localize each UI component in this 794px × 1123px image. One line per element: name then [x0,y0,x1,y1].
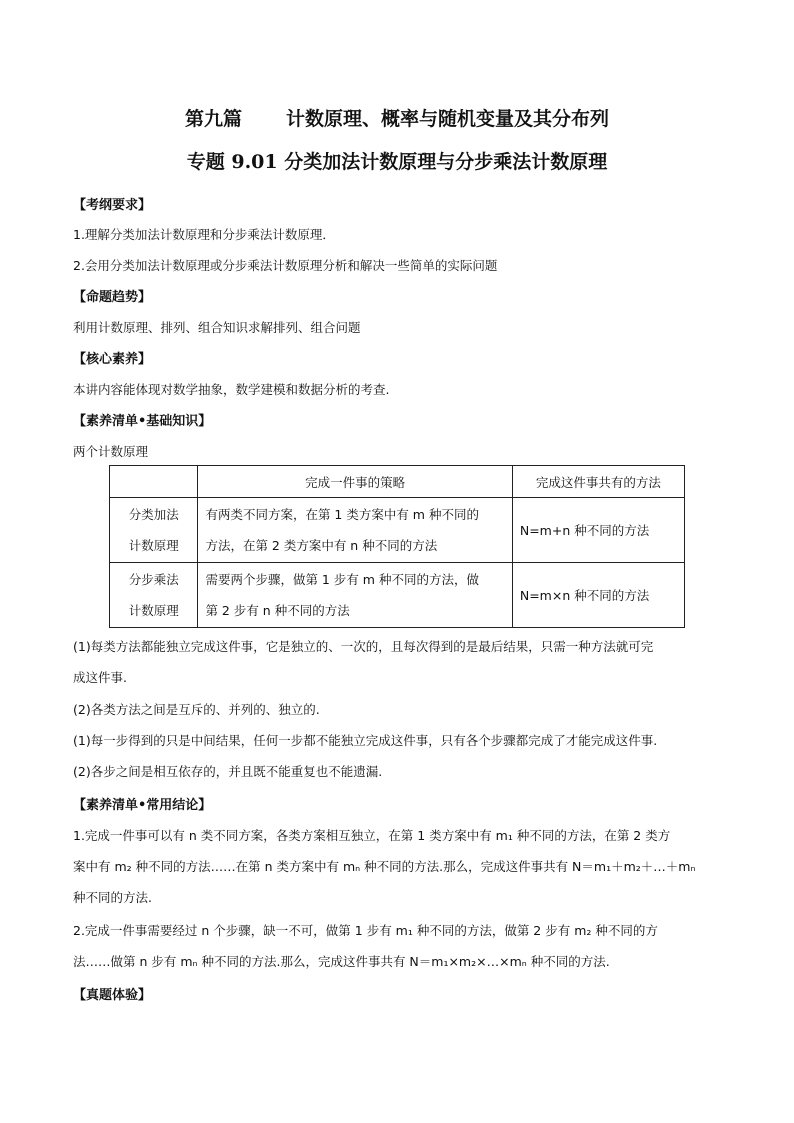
part-label: 第九篇 [184,108,242,130]
principle-name: 计数原理 [128,603,179,618]
note-line: (1)每一步得到的只是中间结果，任何一步都不能独立完成这件事，只有各个步骤都完成了才能完成这件事. [73,733,658,748]
principle-name: 分类加法 [128,507,179,522]
method-cell: N=m+n 种不同的方法 [512,498,684,563]
table-header-row [110,466,685,498]
strategy-text: 需要两个步骤，做第 1 步有 m 种不同的方法，做 [205,572,479,587]
note-line: 成这件事. [73,670,127,685]
requirements-line-1: 1.理解分类加法计数原理和分步乘法计数原理． [73,227,335,242]
requirements-heading: 【考纲要求】 [73,198,152,213]
table-header-cell: 完成这件事共有的方法 [512,466,684,498]
basics-intro: 两个计数原理 [73,444,149,459]
principle-name-cell [110,563,198,628]
requirements-line-2: 2.会用分类加法计数原理或分步乘法计数原理分析和解决一些简单的实际问题 [73,258,498,273]
strategy-text: 有两类不同方案，在第 1 类方案中有 m 种不同的 [205,507,479,522]
principle-name: 分步乘法 [128,572,179,587]
note-line: (2)各步之间是相互依存的，并且既不能重复也不能遗漏. [73,764,383,779]
conclusion-line: 1.完成一件事可以有 n 类不同方案，各类方案相互独立，在第 1 类方案中有 m₁ 种不同的方法，在第 2 类方 [73,828,671,843]
literacy-line-1: 本讲内容能体现对数学抽象，数学建模和数据分析的考查. [73,382,390,397]
subject-label: 计数原理、概率与随机变量及其分布列 [286,108,610,130]
part-title [0,104,794,131]
conclusion-line: 2.完成一件事需要经过 n 个步骤，缺一不可，做第 1 步有 m₁ 种不同的方法，做第 2 步有 m₂ 种不同的方 [73,923,658,938]
trend-line-1: 利用计数原理、排列、组合知识求解排列、组合问题 [73,320,361,335]
conclusions-heading: 【素养清单•常用结论】 [73,798,212,813]
principle-name-cell [110,498,198,563]
method-cell: N=m×n 种不同的方法 [512,563,684,628]
strategy-text: 方法，在第 2 类方案中有 n 种不同的方法 [205,538,438,553]
topic-title: 专题 9.01 分类加法计数原理与分步乘法计数原理 [186,151,608,173]
note-line: (2)各类方法之间是互斥的、并列的、独立的. [73,702,320,717]
conclusion-line: 案中有 m₂ 种不同的方法……在第 n 类方案中有 mₙ 种不同的方法.那么，完成这件事共有 N＝m₁＋m₂＋…＋mₙ [73,859,696,874]
table-header-cell [110,466,198,498]
table-row [110,498,685,563]
literacy-heading: 【核心素养】 [73,352,152,367]
strategy-text: 第 2 步有 n 种不同的方法 [205,603,350,618]
basics-heading: 【素养清单•基础知识】 [73,414,212,429]
note-line: (1)每类方法都能独立完成这件事，它是独立的、一次的，且每次得到的是最后结果，只需一种方法就可完 [73,639,654,654]
counting-principles-table [109,465,685,628]
strategy-cell [198,563,512,628]
table-row [110,563,685,628]
practice-heading: 【真题体验】 [73,988,152,1003]
table-header-cell: 完成一件事的策略 [198,466,512,498]
principle-name: 计数原理 [128,538,179,553]
trend-heading: 【命题趋势】 [73,290,152,305]
strategy-cell [198,498,512,563]
conclusion-line: 法……做第 n 步有 mₙ 种不同的方法.那么，完成这件事共有 N＝m₁×m₂×…×mₙ 种不同的方法. [73,954,610,969]
conclusion-line: 种不同的方法. [73,890,152,905]
